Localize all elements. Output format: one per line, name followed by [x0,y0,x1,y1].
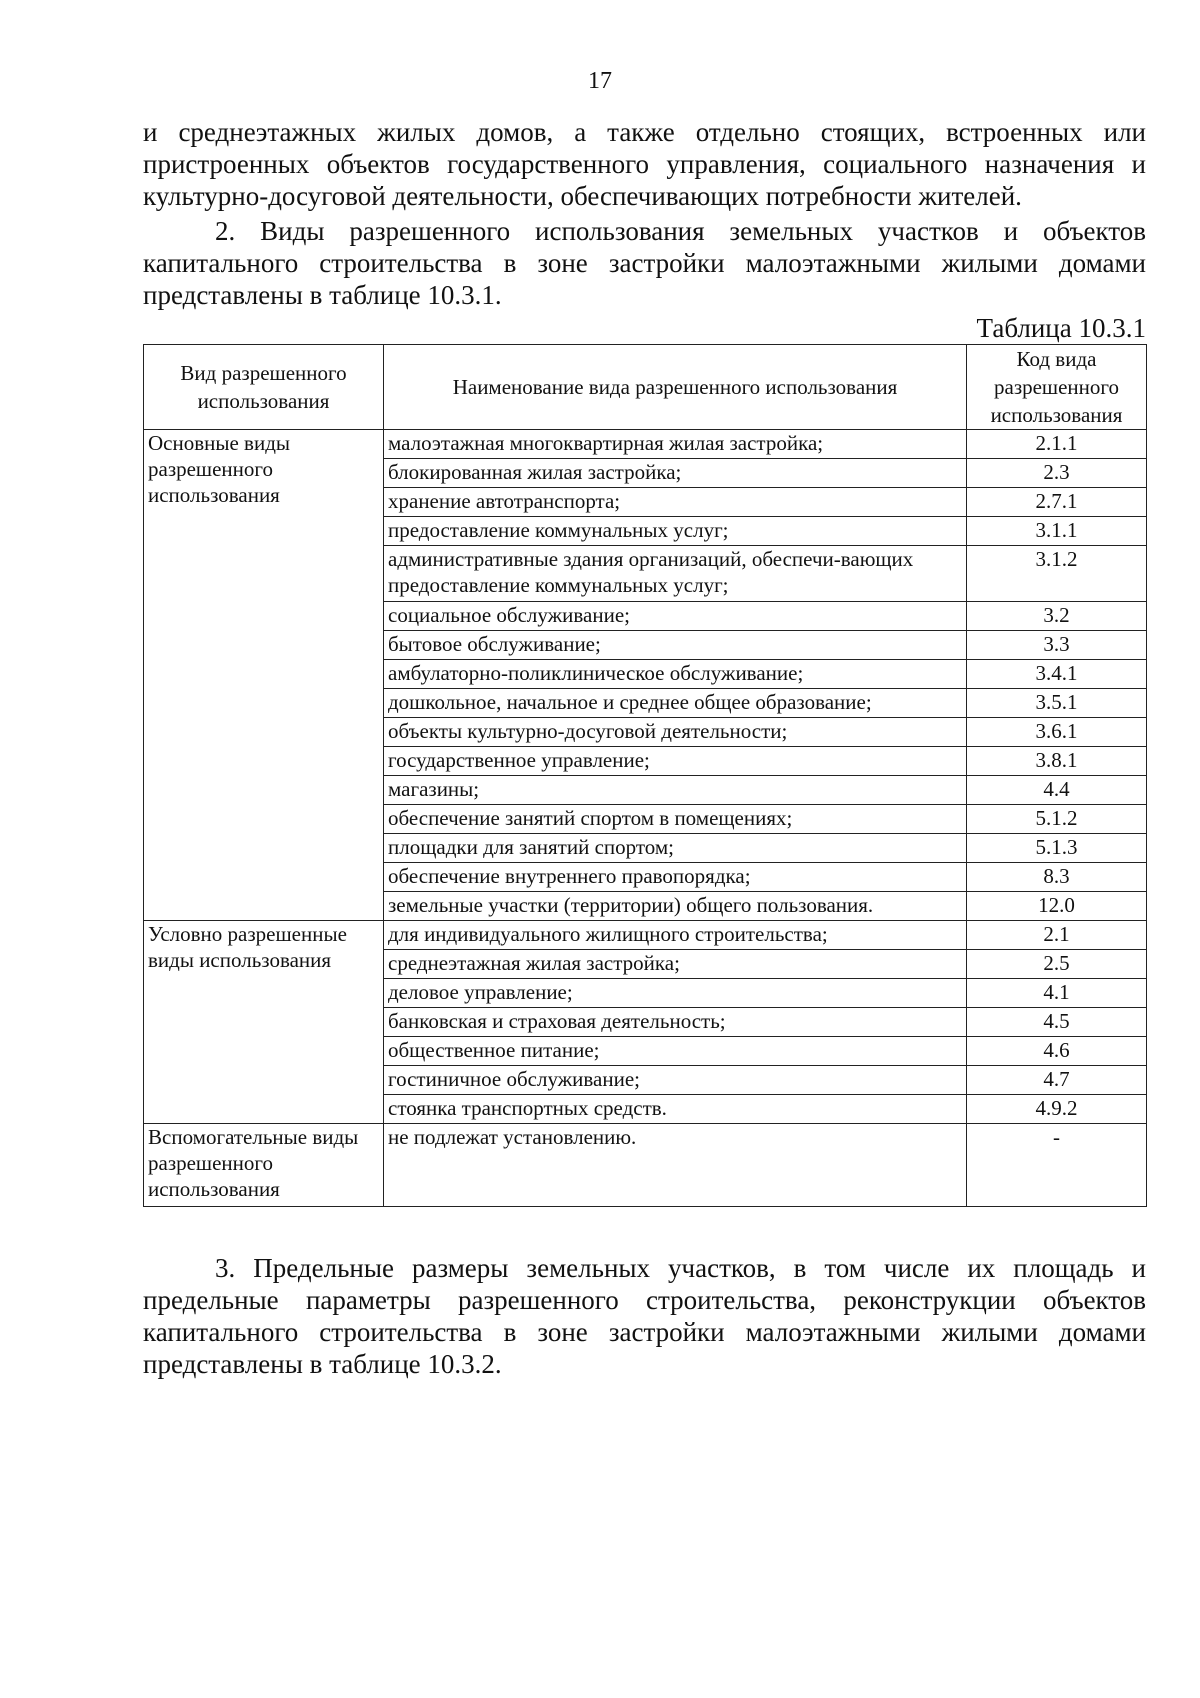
use-code-cell: 4.1 [967,979,1147,1008]
use-name-cell: дошкольное, начальное и среднее общее образование; [384,689,967,718]
table-header-row [144,345,1147,430]
paragraph-line: 2. Виды разрешенного использования земельных участков и объектов [215,216,1146,246]
use-code-cell: 4.9.2 [967,1095,1147,1124]
use-name-cell: для индивидуального жилищного строительства; [384,921,967,950]
header-use-code: Код вида разрешенного использования [967,345,1147,430]
use-code-cell: 2.1.1 [967,430,1147,459]
use-code-cell: 3.5.1 [967,689,1147,718]
use-code-cell: 3.3 [967,631,1147,660]
use-code-cell: 5.1.2 [967,805,1147,834]
use-code-cell: 3.2 [967,602,1147,631]
paragraph-line: капитального строительства в зоне застройки малоэтажными жилыми домами [143,1317,1146,1347]
use-name-cell: среднеэтажная жилая застройка; [384,950,967,979]
header-use-type: Вид разрешенного использования [144,345,384,430]
use-name-cell: деловое управление; [384,979,967,1008]
use-name-cell: блокированная жилая застройка; [384,459,967,488]
paragraph-line: пристроенных объектов государственного управления, социального назначения и [143,149,1146,179]
use-name-cell: магазины; [384,776,967,805]
use-code-cell: 12.0 [967,892,1147,921]
use-name-cell: объекты культурно-досуговой деятельности; [384,718,967,747]
use-name-cell: не подлежат установлению. [384,1124,967,1207]
use-code-cell: 3.1.1 [967,517,1147,546]
permitted-use-table [143,344,1147,1207]
use-name-cell: малоэтажная многоквартирная жилая застройка; [384,430,967,459]
page-number: 17 [588,68,612,94]
paragraph-1 [143,116,1146,212]
use-name-cell: государственное управление; [384,747,967,776]
use-name-cell: земельные участки (территории) общего пользования. [384,892,967,921]
paragraph-line: представлены в таблице 10.3.1. [143,280,502,310]
paragraph-line: и среднеэтажных жилых домов, а также отдельно стоящих, встроенных или [143,117,1146,147]
use-code-cell: 2.3 [967,459,1147,488]
use-code-cell: 4.6 [967,1037,1147,1066]
use-code-cell: 3.4.1 [967,660,1147,689]
use-code-cell: 5.1.3 [967,834,1147,863]
use-name-cell: социальное обслуживание; [384,602,967,631]
use-code-cell: 2.5 [967,950,1147,979]
use-name-cell: обеспечение занятий спортом в помещениях; [384,805,967,834]
use-name-cell: амбулаторно-поликлиническое обслуживание; [384,660,967,689]
use-name-cell: административные здания организаций, обеспечи-вающих предоставление коммунальных услуг; [384,546,967,602]
use-code-cell: 2.1 [967,921,1147,950]
category-cell: Основные виды разрешенного использования [144,430,384,921]
use-name-cell: обеспечение внутреннего правопорядка; [384,863,967,892]
use-code-cell: - [967,1124,1147,1207]
use-code-cell: 4.7 [967,1066,1147,1095]
table-caption: Таблица 10.3.1 [976,313,1146,343]
use-name-cell: гостиничное обслуживание; [384,1066,967,1095]
paragraph-2 [143,215,1146,311]
use-name-cell: банковская и страховая деятельность; [384,1008,967,1037]
table-row [144,1124,1147,1207]
use-code-cell: 3.8.1 [967,747,1147,776]
use-name-cell: хранение автотранспорта; [384,488,967,517]
paragraph-line: представлены в таблице 10.3.2. [143,1349,502,1379]
use-name-cell: предоставление коммунальных услуг; [384,517,967,546]
use-name-cell: бытовое обслуживание; [384,631,967,660]
use-code-cell: 3.1.2 [967,546,1147,602]
category-cell: Вспомогательные виды разрешенного использования [144,1124,384,1207]
use-code-cell: 4.5 [967,1008,1147,1037]
paragraph-line: культурно-досуговой деятельности, обеспечивающих потребности жителей. [143,181,1022,211]
paragraph-line: капитального строительства в зоне застройки малоэтажными жилыми домами [143,248,1146,278]
use-name-cell: площадки для занятий спортом; [384,834,967,863]
use-name-cell: общественное питание; [384,1037,967,1066]
paragraph-3 [143,1252,1146,1380]
table-row [144,921,1147,950]
use-code-cell: 4.4 [967,776,1147,805]
use-name-cell: стоянка транспортных средств. [384,1095,967,1124]
table-row [144,430,1147,459]
paragraph-line: предельные параметры разрешенного строительства, реконструкции объектов [143,1285,1146,1315]
category-cell: Условно разрешенные виды использования [144,921,384,1124]
header-use-name: Наименование вида разрешенного использования [384,345,967,430]
use-code-cell: 8.3 [967,863,1147,892]
use-code-cell: 2.7.1 [967,488,1147,517]
paragraph-line: 3. Предельные размеры земельных участков, в том числе их площадь и [215,1253,1146,1283]
use-code-cell: 3.6.1 [967,718,1147,747]
